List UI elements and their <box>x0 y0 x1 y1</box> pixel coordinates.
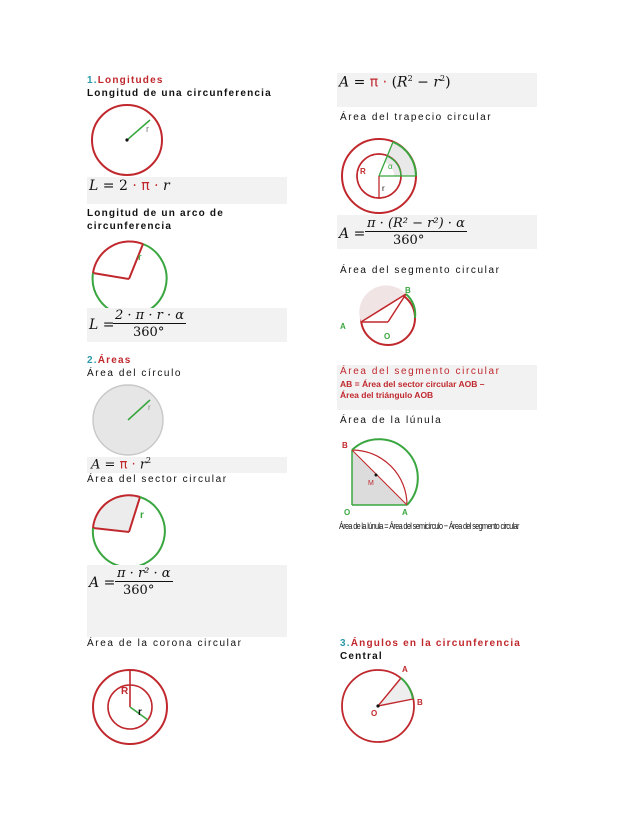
svg-text:r: r <box>138 707 142 718</box>
radius-label: r <box>146 124 149 134</box>
svg-text:α: α <box>388 162 393 171</box>
svg-text:R: R <box>360 167 366 176</box>
area-sector-label: Área del sector circular <box>87 474 228 485</box>
svg-text:r: r <box>148 403 151 412</box>
longitud-circunferencia-label: Longitud de una circunferencia <box>87 88 272 99</box>
formula-longitud-arco: L = 2 · π · r · α 360° <box>87 308 287 342</box>
area-trapecio-label: Área del trapecio circular <box>340 112 493 123</box>
svg-text:A: A <box>402 665 408 674</box>
segmento-definition-box: Área del segmento circular AB = Área del sector circular AOB – Área del triángulo AOB <box>337 365 537 410</box>
area-corona-label: Área de la corona circular <box>87 638 243 649</box>
section-number: 1. <box>87 75 98 86</box>
section-areas-heading: 2.Áreas <box>87 355 132 366</box>
trapecio-diagram <box>338 136 420 216</box>
svg-text:B: B <box>405 286 411 295</box>
area-circulo-label: Área del círculo <box>87 368 183 379</box>
arc-diagram <box>86 236 172 318</box>
circumference-diagram <box>86 102 166 178</box>
svg-text:B: B <box>342 441 348 450</box>
circle-area-diagram <box>86 382 172 458</box>
formula-longitud-circunferencia: L = 2 · π · r <box>87 177 287 204</box>
longitud-arco-label: Longitud de un arco de circunferencia <box>87 208 224 232</box>
lunula-diagram <box>338 437 422 519</box>
area-lunula-label: Área de la lúnula <box>340 415 443 426</box>
segmento-diagram <box>338 285 428 347</box>
sector-diagram <box>86 490 172 570</box>
central-label: Central <box>340 651 383 662</box>
formula-area-trapecio: A = π · (R² − r²) · α 360° <box>337 215 537 249</box>
formula-area-circulo: $A = \pi \cdot r^2$ <box>87 457 287 473</box>
central-angle-diagram <box>338 662 430 746</box>
svg-text:R: R <box>121 686 129 697</box>
formula-area-sector: A = π · r² · α 360° <box>87 565 287 637</box>
svg-text:r: r <box>138 252 142 262</box>
formula-area-corona: $A = \pi \cdot (R^2 - r^2)$ <box>337 73 537 107</box>
svg-text:A: A <box>340 322 346 331</box>
svg-text:O: O <box>371 709 378 718</box>
svg-text:B: B <box>417 698 423 707</box>
section-angulos-heading: 3.Ángulos en la circunferencia <box>340 638 522 649</box>
svg-text:O: O <box>384 332 391 341</box>
svg-text:M: M <box>368 480 374 487</box>
area-segmento-label: Área del segmento circular <box>340 265 501 276</box>
section-longitudes-heading <box>87 74 164 87</box>
svg-text:r: r <box>140 510 144 521</box>
svg-text:A: A <box>402 508 408 517</box>
svg-text:r: r <box>382 184 385 193</box>
svg-text:O: O <box>344 508 351 517</box>
section-title: Longitudes <box>97 75 164 86</box>
lunula-formula: Área de la lúnula = Área del semicírculo − Área del segmento circular <box>339 521 519 531</box>
corona-diagram <box>86 666 176 748</box>
